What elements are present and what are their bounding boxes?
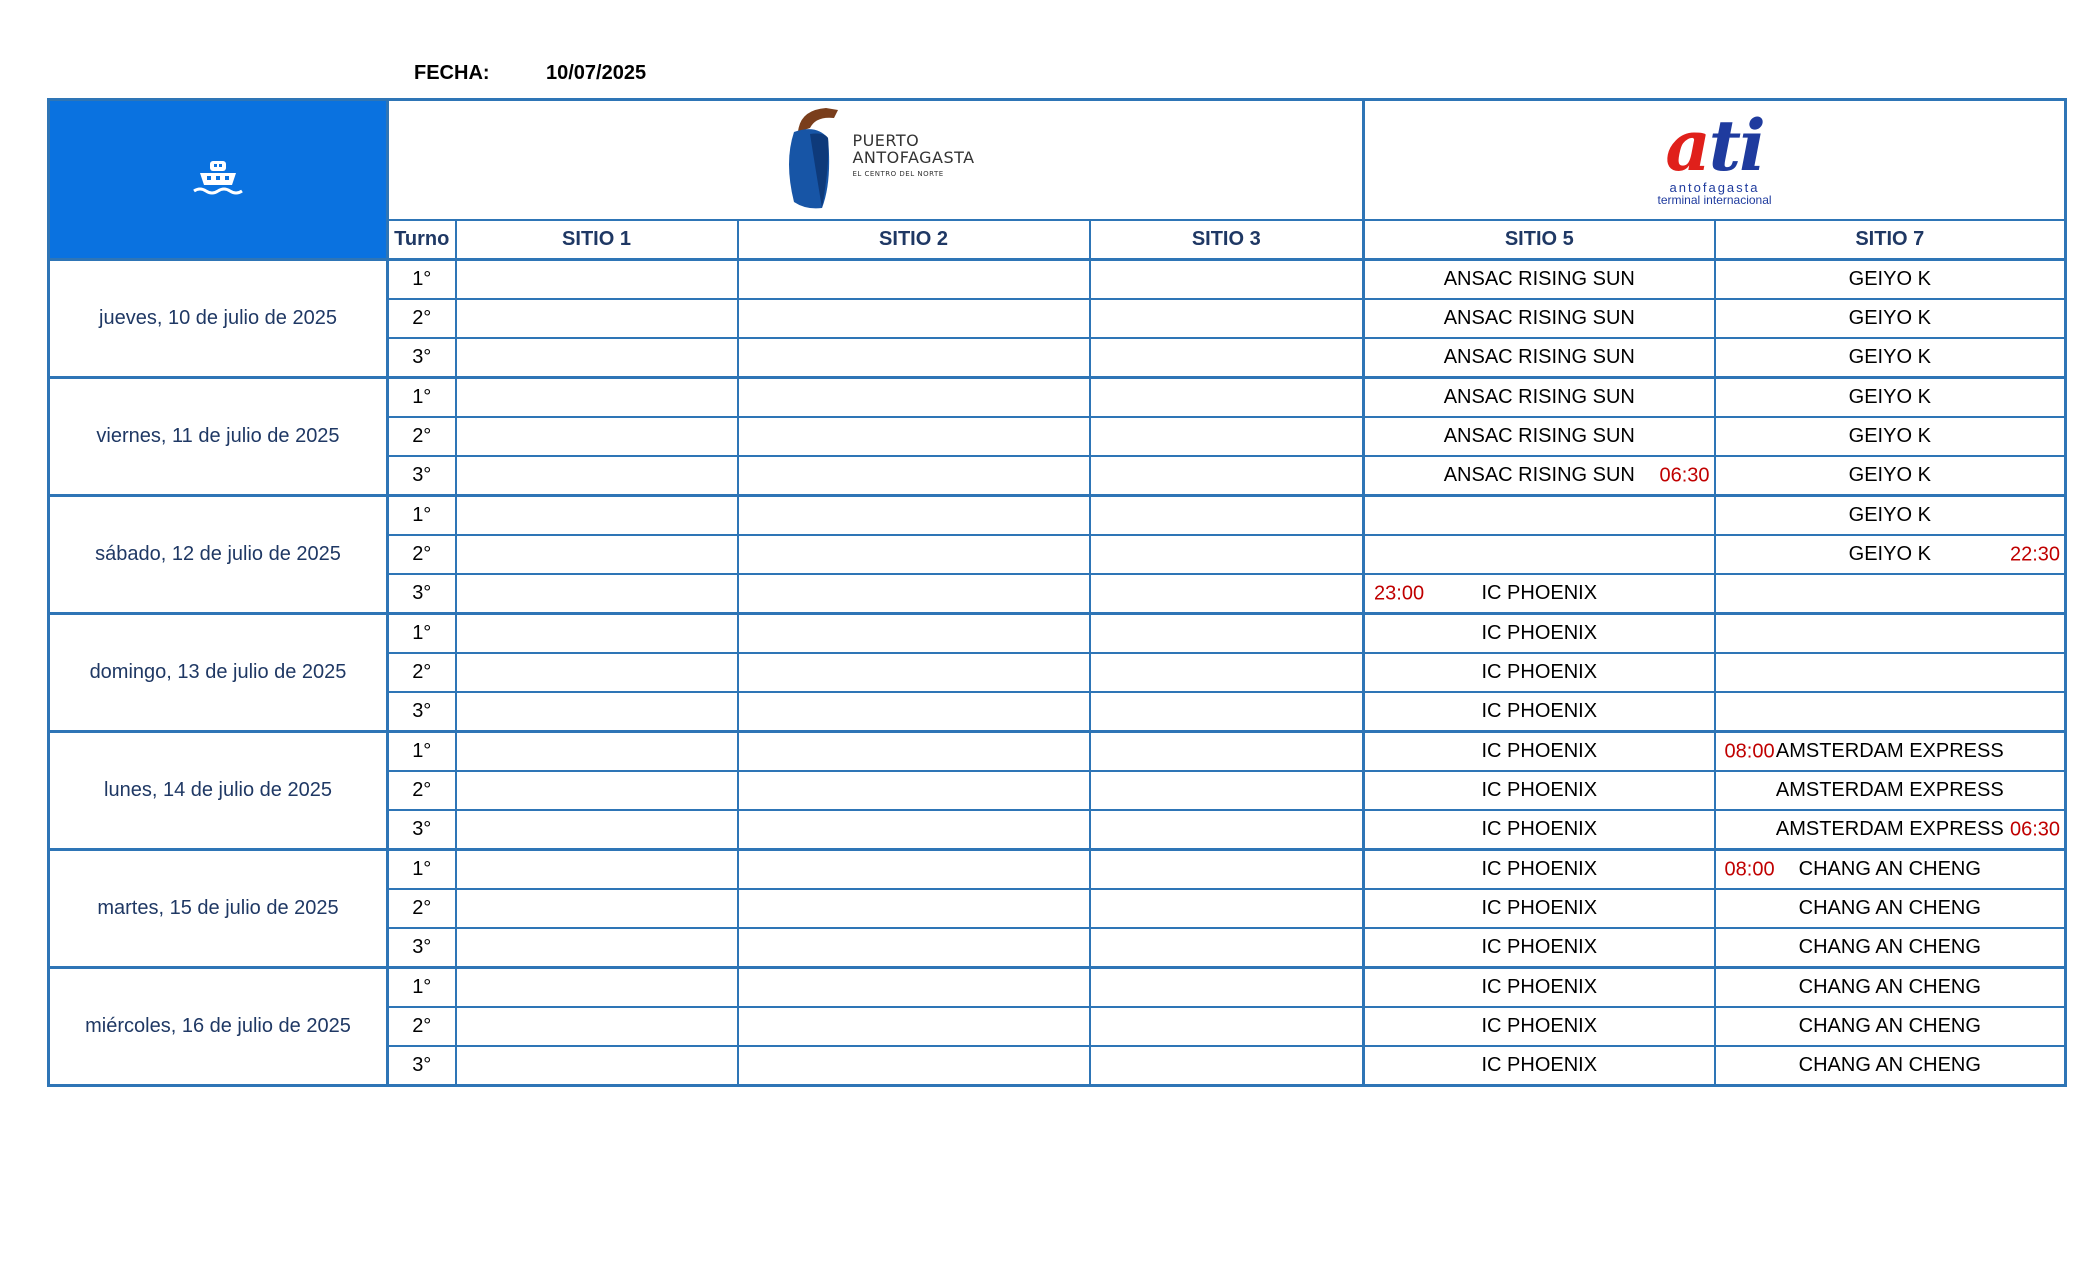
sitio-3-cell: [1090, 614, 1364, 654]
puerto-logo-cell: [388, 100, 1364, 221]
vessel-name: IC PHOENIX: [1481, 1054, 1598, 1076]
vessel-name: IC PHOENIX: [1481, 700, 1598, 722]
sitio-5-cell: [1364, 299, 1715, 338]
ati-logo: [1657, 103, 1772, 207]
vessel-name: AMSTERDAM EXPRESS: [1775, 740, 2004, 762]
departure-time: 06:30: [1659, 464, 1710, 486]
vessel-name: IC PHOENIX: [1481, 582, 1598, 604]
puerto-antofagasta-logo: [776, 102, 974, 212]
turno-cell: 2°: [388, 1007, 456, 1046]
turno-cell: 1°: [388, 614, 456, 654]
vessel-name: CHANG AN CHENG: [1798, 1015, 1981, 1037]
turno-cell: 1°: [388, 850, 456, 890]
sitio-1-cell: [456, 417, 738, 456]
table-row: [49, 496, 2066, 536]
puerto-line2: ANTOFAGASTA: [852, 147, 975, 167]
vessel-name: CHANG AN CHENG: [1798, 936, 1981, 958]
turno-cell: 3°: [388, 456, 456, 496]
sitio-3-cell: [1090, 260, 1364, 300]
vessel-name: IC PHOENIX: [1481, 661, 1598, 683]
vessel-name: ANSAC RISING SUN: [1443, 307, 1635, 329]
vessel-name: AMSTERDAM EXPRESS: [1775, 818, 2004, 840]
sitio-1-cell: [456, 850, 738, 890]
sitio-3-cell: [1090, 810, 1364, 850]
sitio-3-cell: [1090, 771, 1364, 810]
sitio-1-cell: [456, 928, 738, 968]
departure-time: 06:30: [2009, 818, 2061, 840]
day-label: jueves, 10 de julio de 2025: [49, 260, 388, 378]
turno-cell: 1°: [388, 732, 456, 772]
ati-logo-cell: [1364, 100, 2066, 221]
puerto-logo-mark-icon: [776, 102, 846, 212]
sitio-5-cell: [1364, 574, 1715, 614]
turno-cell: 1°: [388, 378, 456, 418]
vessel-name: GEIYO K: [1848, 386, 1931, 408]
table-row: [49, 260, 2066, 300]
turno-cell: 1°: [388, 260, 456, 300]
ati-line1: antofagasta: [1669, 179, 1760, 195]
sitio-3-cell: [1090, 732, 1364, 772]
arrival-time: 08:00: [1724, 740, 1775, 762]
sitio-5-cell: [1364, 614, 1715, 654]
schedule-body: [49, 260, 2066, 1086]
sitio-7-cell: [1715, 260, 2066, 300]
sitio-1-cell: [456, 535, 738, 574]
sitio-2-cell: [738, 535, 1090, 574]
col-sitio-7: SITIO 7: [1715, 220, 2066, 260]
turno-cell: 2°: [388, 417, 456, 456]
sitio-7-cell: [1715, 417, 2066, 456]
vessel-name: GEIYO K: [1848, 307, 1931, 329]
vessel-name: ANSAC RISING SUN: [1443, 268, 1635, 290]
sitio-7-cell: [1715, 535, 2066, 574]
vessel-name: IC PHOENIX: [1481, 818, 1598, 840]
sitio-3-cell: [1090, 338, 1364, 378]
vessel-name: IC PHOENIX: [1481, 1015, 1598, 1037]
sitio-5-cell: [1364, 810, 1715, 850]
sitio-1-cell: [456, 378, 738, 418]
sitio-3-cell: [1090, 299, 1364, 338]
sitio-3-cell: [1090, 378, 1364, 418]
sitio-3-cell: [1090, 653, 1364, 692]
sitio-1-cell: [456, 968, 738, 1008]
vessel-name: CHANG AN CHENG: [1798, 976, 1981, 998]
sitio-3-cell: [1090, 496, 1364, 536]
sitio-7-cell: [1715, 968, 2066, 1008]
puerto-tagline: EL CENTRO DEL NORTE: [852, 169, 944, 178]
sitio-2-cell: [738, 260, 1090, 300]
turno-cell: 3°: [388, 692, 456, 732]
sitio-1-cell: [456, 496, 738, 536]
turno-cell: 2°: [388, 535, 456, 574]
sitio-7-cell: [1715, 810, 2066, 850]
turno-cell: 3°: [388, 574, 456, 614]
vessel-name: GEIYO K: [1848, 464, 1931, 486]
vessel-name: CHANG AN CHENG: [1798, 858, 1981, 880]
col-sitio-1: SITIO 1: [456, 220, 738, 260]
sitio-2-cell: [738, 968, 1090, 1008]
vessel-name: GEIYO K: [1848, 268, 1931, 290]
fecha-row: [414, 62, 646, 85]
arrival-time: 08:00: [1724, 858, 1775, 880]
sitio-2-cell: [738, 456, 1090, 496]
vessel-name: IC PHOENIX: [1481, 897, 1598, 919]
sitio-3-cell: [1090, 417, 1364, 456]
ship-header-cell: [49, 100, 388, 260]
sitio-3-cell: [1090, 456, 1364, 496]
sitio-1-cell: [456, 653, 738, 692]
table-row: [49, 732, 2066, 772]
vessel-name: GEIYO K: [1848, 346, 1931, 368]
day-label: domingo, 13 de julio de 2025: [49, 614, 388, 732]
sitio-3-cell: [1090, 928, 1364, 968]
sitio-5-cell: [1364, 732, 1715, 772]
sitio-2-cell: [738, 850, 1090, 890]
sitio-2-cell: [738, 771, 1090, 810]
sitio-1-cell: [456, 732, 738, 772]
sitio-3-cell: [1090, 968, 1364, 1008]
sitio-1-cell: [456, 1007, 738, 1046]
ship-icon: [190, 155, 246, 199]
sitio-2-cell: [738, 732, 1090, 772]
sitio-7-cell: [1715, 299, 2066, 338]
vessel-name: IC PHOENIX: [1481, 858, 1598, 880]
turno-cell: 2°: [388, 299, 456, 338]
vessel-name: CHANG AN CHENG: [1798, 1054, 1981, 1076]
vessel-name: IC PHOENIX: [1481, 976, 1598, 998]
sitio-5-cell: [1364, 496, 1715, 536]
ati-word-a: a: [1665, 103, 1709, 187]
sitio-5-cell: [1364, 653, 1715, 692]
ati-word-ti: ti: [1708, 103, 1764, 187]
sitio-5-cell: [1364, 771, 1715, 810]
turno-cell: 2°: [388, 771, 456, 810]
vessel-name: IC PHOENIX: [1481, 936, 1598, 958]
sitio-5-cell: [1364, 1007, 1715, 1046]
sitio-7-cell: [1715, 653, 2066, 692]
departure-time: 22:30: [2009, 543, 2061, 565]
sitio-1-cell: [456, 614, 738, 654]
sitio-5-cell: [1364, 338, 1715, 378]
sitio-7-cell: [1715, 928, 2066, 968]
sitio-2-cell: [738, 378, 1090, 418]
sitio-5-cell: [1364, 260, 1715, 300]
sitio-5-cell: [1364, 889, 1715, 928]
schedule-table: [47, 98, 2067, 1087]
sitio-5-cell: [1364, 417, 1715, 456]
vessel-name: ANSAC RISING SUN: [1443, 425, 1635, 447]
table-row: [49, 968, 2066, 1008]
sitio-2-cell: [738, 338, 1090, 378]
vessel-name: CHANG AN CHENG: [1798, 897, 1981, 919]
sitio-5-cell: [1364, 692, 1715, 732]
table-row: [49, 614, 2066, 654]
col-sitio-5: SITIO 5: [1364, 220, 1715, 260]
col-sitio-2: SITIO 2: [738, 220, 1090, 260]
turno-cell: 1°: [388, 968, 456, 1008]
sitio-7-cell: [1715, 692, 2066, 732]
fecha-label: FECHA:: [414, 62, 490, 84]
day-label: lunes, 14 de julio de 2025: [49, 732, 388, 850]
puerto-line1: PUERTO: [852, 130, 920, 150]
sitio-1-cell: [456, 338, 738, 378]
sitio-3-cell: [1090, 1046, 1364, 1086]
vessel-name: ANSAC RISING SUN: [1443, 386, 1635, 408]
turno-cell: 3°: [388, 1046, 456, 1086]
sitio-7-cell: [1715, 771, 2066, 810]
sitio-1-cell: [456, 692, 738, 732]
sitio-1-cell: [456, 260, 738, 300]
sitio-7-cell: [1715, 614, 2066, 654]
turno-cell: 3°: [388, 928, 456, 968]
sitio-3-cell: [1090, 574, 1364, 614]
day-label: viernes, 11 de julio de 2025: [49, 378, 388, 496]
sitio-7-cell: [1715, 1007, 2066, 1046]
sitio-1-cell: [456, 456, 738, 496]
sitio-2-cell: [738, 417, 1090, 456]
vessel-name: IC PHOENIX: [1481, 740, 1598, 762]
sitio-7-cell: [1715, 338, 2066, 378]
day-label: martes, 15 de julio de 2025: [49, 850, 388, 968]
sitio-2-cell: [738, 1046, 1090, 1086]
sitio-5-cell: [1364, 378, 1715, 418]
sitio-3-cell: [1090, 535, 1364, 574]
sitio-5-cell: [1364, 850, 1715, 890]
sitio-2-cell: [738, 496, 1090, 536]
sitio-2-cell: [738, 810, 1090, 850]
sitio-2-cell: [738, 692, 1090, 732]
sitio-1-cell: [456, 1046, 738, 1086]
sitio-1-cell: [456, 574, 738, 614]
sitio-1-cell: [456, 889, 738, 928]
vessel-name: AMSTERDAM EXPRESS: [1775, 779, 2004, 801]
logo-row: [49, 100, 2066, 221]
ati-line2: terminal internacional: [1657, 192, 1772, 207]
turno-cell: 2°: [388, 653, 456, 692]
sitio-2-cell: [738, 574, 1090, 614]
fecha-value: 10/07/2025: [546, 62, 647, 84]
vessel-name: GEIYO K: [1848, 504, 1931, 526]
sitio-3-cell: [1090, 889, 1364, 928]
day-label: miércoles, 16 de julio de 2025: [49, 968, 388, 1086]
sitio-7-cell: [1715, 732, 2066, 772]
sitio-7-cell: [1715, 574, 2066, 614]
sitio-3-cell: [1090, 1007, 1364, 1046]
sitio-2-cell: [738, 1007, 1090, 1046]
sitio-1-cell: [456, 299, 738, 338]
table-row: [49, 850, 2066, 890]
arrival-time: 23:00: [1374, 582, 1425, 604]
col-turno: Turno: [388, 220, 456, 260]
sitio-5-cell: [1364, 1046, 1715, 1086]
sitio-2-cell: [738, 889, 1090, 928]
sitio-3-cell: [1090, 692, 1364, 732]
sitio-5-cell: [1364, 928, 1715, 968]
vessel-name: ANSAC RISING SUN: [1443, 346, 1635, 368]
turno-cell: 3°: [388, 810, 456, 850]
turno-cell: 3°: [388, 338, 456, 378]
day-label: sábado, 12 de julio de 2025: [49, 496, 388, 614]
sitio-7-cell: [1715, 889, 2066, 928]
vessel-name: GEIYO K: [1848, 543, 1931, 565]
sitio-2-cell: [738, 614, 1090, 654]
vessel-name: IC PHOENIX: [1481, 779, 1598, 801]
sitio-2-cell: [738, 653, 1090, 692]
sitio-5-cell: [1364, 535, 1715, 574]
col-sitio-3: SITIO 3: [1090, 220, 1364, 260]
turno-cell: 2°: [388, 889, 456, 928]
sitio-1-cell: [456, 810, 738, 850]
sitio-7-cell: [1715, 1046, 2066, 1086]
sitio-7-cell: [1715, 378, 2066, 418]
table-row: [49, 378, 2066, 418]
sitio-5-cell: [1364, 968, 1715, 1008]
sitio-5-cell: [1364, 456, 1715, 496]
sitio-1-cell: [456, 771, 738, 810]
vessel-name: IC PHOENIX: [1481, 622, 1598, 644]
sitio-2-cell: [738, 299, 1090, 338]
sitio-2-cell: [738, 928, 1090, 968]
sitio-3-cell: [1090, 850, 1364, 890]
vessel-name: GEIYO K: [1848, 425, 1931, 447]
sitio-7-cell: [1715, 850, 2066, 890]
sitio-7-cell: [1715, 496, 2066, 536]
vessel-name: ANSAC RISING SUN: [1443, 464, 1635, 486]
sitio-7-cell: [1715, 456, 2066, 496]
turno-cell: 1°: [388, 496, 456, 536]
